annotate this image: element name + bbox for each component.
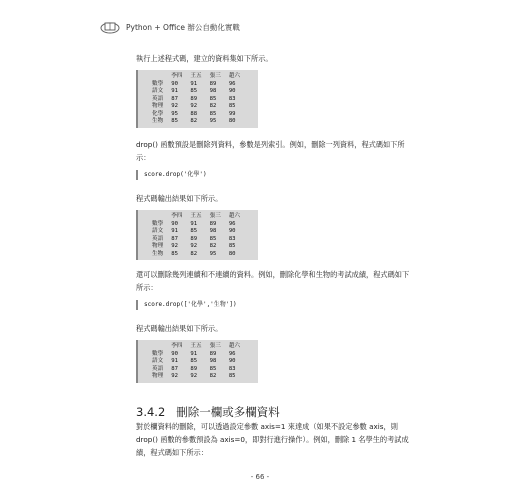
row-label: 數學 — [152, 220, 164, 227]
column-header: 趙六 — [228, 343, 241, 349]
row-label: 物理 — [152, 103, 164, 109]
cell: 90 — [228, 228, 236, 234]
table-row — [148, 251, 244, 259]
cell: 92 — [190, 373, 198, 379]
cell: 87 — [171, 235, 178, 242]
column-header: 趙六 — [228, 213, 241, 219]
column-header: 李四 — [171, 73, 183, 79]
cell: 85 — [209, 235, 217, 242]
section-heading — [136, 404, 280, 420]
table-row — [148, 118, 244, 126]
cell: 89 — [190, 95, 198, 102]
cell: 96 — [228, 220, 236, 227]
paragraph-drop-columns: 對於欄資料的刪除，可以透過設定參數 axis=1 來達成（如果不設定參數 axis，則 drop() 函數的參數預設為 axis=0，即對行進行操作）。例如，刪除 1 名學生的考試成績，程式碼如下所示： — [136, 422, 409, 457]
column-header: 李四 — [171, 343, 183, 349]
row-label: 英語 — [152, 235, 164, 242]
table-row — [148, 236, 244, 244]
cell: 96 — [228, 350, 236, 357]
cell: 83 — [228, 235, 236, 242]
dataframe-table-1 — [148, 73, 244, 126]
table-row — [148, 103, 244, 111]
cell: 91 — [190, 350, 198, 357]
running-header — [100, 18, 240, 36]
cell: 80 — [228, 118, 236, 124]
row-label: 物理 — [152, 373, 164, 379]
row-label: 生物 — [152, 118, 164, 124]
column-header: 王五 — [190, 343, 202, 349]
code-block-drop-single: score.drop('化學') — [136, 170, 207, 180]
paragraph-output-note-2: 程式碼輸出結果如下所示。 — [136, 324, 223, 333]
cell: 82 — [190, 118, 198, 124]
table-row — [148, 351, 244, 359]
table-row — [148, 243, 244, 251]
cell: 85 — [209, 110, 217, 117]
cell: 90 — [171, 350, 178, 357]
column-header: 張三 — [209, 343, 221, 349]
code-block-drop-multiple: score.drop(['化學','生物']) — [136, 300, 237, 310]
row-label: 數學 — [152, 80, 164, 87]
column-header: 張三 — [209, 73, 221, 79]
output-table-2 — [136, 210, 258, 260]
cell: 85 — [228, 103, 236, 109]
dataframe-table-2 — [148, 213, 244, 258]
running-header-title: Python + Office 辦公自動化實戰 — [126, 22, 240, 32]
cell: 91 — [171, 228, 178, 234]
cell: 92 — [190, 243, 198, 249]
cell: 95 — [171, 110, 178, 117]
row-label: 語文 — [152, 228, 164, 234]
column-header: 張三 — [209, 213, 221, 219]
cell: 90 — [228, 88, 236, 94]
cell: 85 — [171, 250, 178, 257]
column-header: 趙六 — [228, 73, 241, 79]
row-label: 數學 — [152, 350, 164, 357]
cell: 99 — [228, 110, 236, 117]
cell: 92 — [171, 103, 178, 109]
paragraph-output-note-1: 程式碼輸出結果如下所示。 — [136, 194, 223, 203]
table-row — [148, 373, 244, 381]
cell: 89 — [209, 350, 217, 357]
cell: 92 — [190, 103, 198, 109]
cell: 85 — [228, 243, 236, 249]
row-label: 英語 — [152, 365, 164, 372]
table-row — [148, 358, 244, 366]
cell: 85 — [228, 373, 236, 379]
table-row — [148, 228, 244, 236]
table-row — [148, 221, 244, 229]
cell: 80 — [228, 250, 236, 257]
table-header-row — [148, 213, 244, 221]
column-header: 王五 — [190, 73, 202, 79]
section-title: 刪除一欄或多欄資料 — [176, 405, 280, 419]
table-row — [148, 366, 244, 374]
cell: 91 — [190, 220, 198, 227]
cell: 91 — [171, 88, 178, 94]
cell: 98 — [209, 358, 217, 364]
row-label: 英語 — [152, 95, 164, 102]
column-header: 王五 — [190, 213, 202, 219]
cell: 89 — [190, 235, 198, 242]
cell: 90 — [171, 80, 178, 87]
cell: 89 — [209, 80, 217, 87]
cell: 82 — [209, 373, 217, 379]
cell: 92 — [171, 373, 178, 379]
cell: 95 — [209, 118, 217, 124]
section-number: 3.4.2 — [136, 405, 166, 419]
cell: 98 — [209, 88, 217, 94]
cell: 91 — [190, 80, 198, 87]
row-label: 語文 — [152, 88, 164, 94]
column-header: 李四 — [171, 213, 183, 219]
cell: 88 — [190, 110, 198, 117]
cell: 83 — [228, 95, 236, 102]
cell: 89 — [190, 365, 198, 372]
row-label: 語文 — [152, 358, 164, 364]
table-header-row — [148, 73, 244, 81]
cell: 83 — [228, 365, 236, 372]
book-swoosh-icon — [100, 20, 120, 34]
cell: 96 — [228, 80, 236, 87]
cell: 82 — [190, 250, 198, 257]
cell: 92 — [171, 243, 178, 249]
cell: 85 — [171, 118, 178, 124]
table-row — [148, 96, 244, 104]
cell: 87 — [171, 365, 178, 372]
cell: 82 — [209, 103, 217, 109]
table-row — [148, 81, 244, 89]
output-table-3 — [136, 340, 258, 383]
cell: 90 — [171, 220, 178, 227]
row-label: 生物 — [152, 250, 164, 257]
output-table-1 — [136, 70, 258, 128]
table-row — [148, 88, 244, 96]
cell: 85 — [190, 228, 198, 234]
row-label: 物理 — [152, 243, 164, 249]
cell: 89 — [209, 220, 217, 227]
table-row — [148, 111, 244, 119]
paragraph-drop-description: drop() 函數預設是刪除列資料，參數是列索引。例如，刪除一列資料，程式碼如下所示： — [136, 140, 405, 162]
cell: 85 — [209, 95, 217, 102]
cell: 90 — [228, 358, 236, 364]
paragraph-intro: 執行上述程式碼，建立的資料集如下所示。 — [136, 54, 273, 63]
dataframe-table-3 — [148, 343, 244, 381]
cell: 95 — [209, 250, 217, 257]
cell: 91 — [171, 358, 178, 364]
cell: 98 — [209, 228, 217, 234]
cell: 85 — [209, 365, 217, 372]
paragraph-drop-multiple: 還可以刪除幾列連續和不連續的資料。例如，刪除化學和生物的考試成績，程式碼如下所示： — [136, 270, 410, 292]
cell: 82 — [209, 243, 217, 249]
cell: 87 — [171, 95, 178, 102]
row-label: 化學 — [152, 110, 164, 117]
cell: 85 — [190, 358, 198, 364]
page-number: - 66 - — [250, 473, 270, 481]
cell: 85 — [190, 88, 198, 94]
table-header-row — [148, 343, 244, 351]
